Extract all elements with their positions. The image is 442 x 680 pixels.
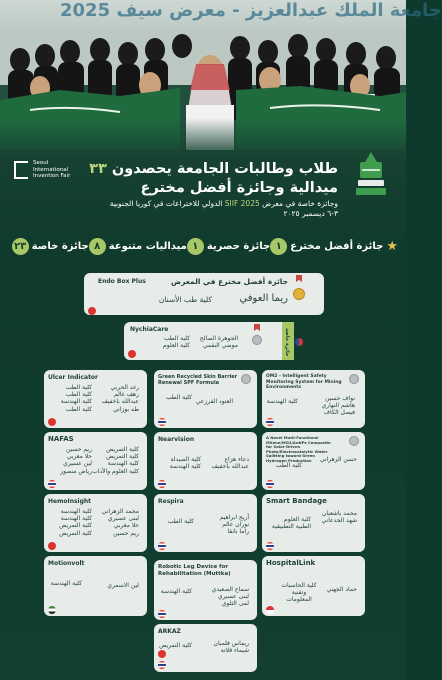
card-smart-bandage: Smart Bandage محمد باشعبان شهد الجدعاني كلية العلوم الطبية التطبيقية bbox=[262, 494, 365, 552]
card-endo-box-plus: Endo Box Plus جائزة أفضل مخترع في المعرض ريما العوفي كلية طب الأسنان bbox=[84, 273, 324, 315]
star-icon: ★ bbox=[386, 238, 398, 254]
thailand-flag-icon bbox=[266, 480, 274, 488]
card-nafas: NAFAS ريم حسين حلا مغربي لين عسيري رياض منصور كلية التمريض كلية التمريض كلية الهندسة كلية العلوم والآداب bbox=[44, 432, 147, 490]
taiwan-flag-icon bbox=[295, 338, 303, 346]
thailand-flag-icon bbox=[266, 418, 274, 426]
vietnam-flag-icon bbox=[128, 350, 136, 358]
card-om2: OM2 - Intelligent Safety Monitoring System for Mining Environments نواف حسين هاشم النهاري فيصل الكاف كلية الهندسة bbox=[262, 370, 365, 428]
vietnam-flag-icon bbox=[48, 542, 56, 550]
thailand-flag-icon bbox=[158, 661, 166, 669]
switzerland-flag-icon bbox=[158, 650, 166, 658]
indonesia-flag-icon bbox=[266, 606, 274, 614]
flag-icon bbox=[48, 606, 56, 614]
gold-medal-icon bbox=[293, 288, 305, 300]
thailand-flag-icon bbox=[266, 542, 274, 550]
stat-special: جائزة خاصة ٢٣ bbox=[12, 238, 89, 255]
silver-medal-icon bbox=[241, 374, 251, 384]
card-skin-barrier: Green Recycled Skin Barrier Renewal SPF Formula العنود الفرزعي كلية الطب bbox=[154, 370, 257, 428]
card-hospitallink: HospitalLink حماد الجهني كلية الحاسبات وتقنية المعلومات bbox=[262, 556, 365, 616]
thailand-flag-icon bbox=[158, 480, 166, 488]
silver-medal-icon bbox=[349, 374, 359, 384]
vietnam-flag-icon bbox=[88, 307, 96, 315]
silver-medal-icon bbox=[252, 335, 262, 345]
stat-medals: ميداليات متنوعة ٨ bbox=[89, 238, 187, 255]
thailand-flag-icon bbox=[158, 418, 166, 426]
group-photo bbox=[0, 0, 442, 150]
card-nearvision: Nearvision دعاء هزاع عبدالله باخفيف كلية الصيدلة كلية الهندسة bbox=[154, 432, 257, 490]
headline-count: ٣٣ bbox=[89, 161, 107, 177]
card-ulcer-indicator: Ulcer Indicator رغد الحربي رهف غالم عبدالله باخفيف طه بوزاني كلية الطب كلية الطب كلية الهندسة كلية الطب bbox=[44, 370, 147, 428]
card-respira: Respira أريج ابراهيم نوران عالم راما بانقا كلية الطب bbox=[154, 494, 257, 552]
silver-medal-icon bbox=[349, 436, 359, 446]
thailand-flag-icon bbox=[158, 610, 166, 618]
special-award-tab: جائزة خاصة bbox=[282, 322, 294, 360]
photo-fade bbox=[0, 118, 406, 158]
thailand-flag-icon bbox=[48, 480, 56, 488]
university-logo bbox=[352, 150, 390, 200]
card-arkaz: ARKAZ ريماس فلمبان شيماء قلاتة كلية التمريض bbox=[154, 624, 257, 672]
card-photocatalytic: A Novel Multi-Functional MXene/MO2/AuNPs Composite for Solar-Driven Photo/Electrocatalytic Water Splitting toward Green Hydrogen Production حسن الزهراني كلية الطب bbox=[262, 432, 365, 490]
photo-banner: جامعة الملك عبدالعزيز - معرض سيف 2025 bbox=[60, 0, 442, 21]
siif-mark-icon bbox=[14, 161, 28, 179]
headline: طلاب وطالبات الجامعة يحصدون ٣٣ ميدالية وجائزة أفضل مخترع وجائزة خاصة في معرض SIIF 2025 الدولي للاختراعات في كوريا الجنوبية ٣-٦ ديسمبر ٢٠٢٥ bbox=[89, 161, 338, 218]
card-hemoinsight: HemoInsight محمد الزهراني لبنى عسيري حلا مغربي ريم حسين كلية الهندسة كلية الهندسة كلية التمريض كلية التمريض bbox=[44, 494, 147, 552]
vietnam-flag-icon bbox=[48, 418, 56, 426]
card-motionvolt: Motionvolt لين الاسمري كلية الهندسة bbox=[44, 556, 147, 616]
stats-bar bbox=[12, 235, 398, 257]
stat-exclusive: جائزة حصرية ١ bbox=[187, 238, 270, 255]
card-nychiacare: NychiaCare الجوهرة الصالح موضي البقمي كلية الطب كلية العلوم bbox=[124, 322, 288, 360]
thailand-flag-icon bbox=[158, 542, 166, 550]
stat-best-inventor: ★ جائزة أفضل مخترع ١ bbox=[270, 238, 398, 255]
card-robotic-leg: Robotic Leg Device for Rehabilitation (Muttka) سماح الصعيدي لبنى عسيري لمى الثلوي كلية الهندسة bbox=[154, 560, 257, 620]
siif-logo: Seoul International Invention Fair bbox=[14, 160, 70, 180]
